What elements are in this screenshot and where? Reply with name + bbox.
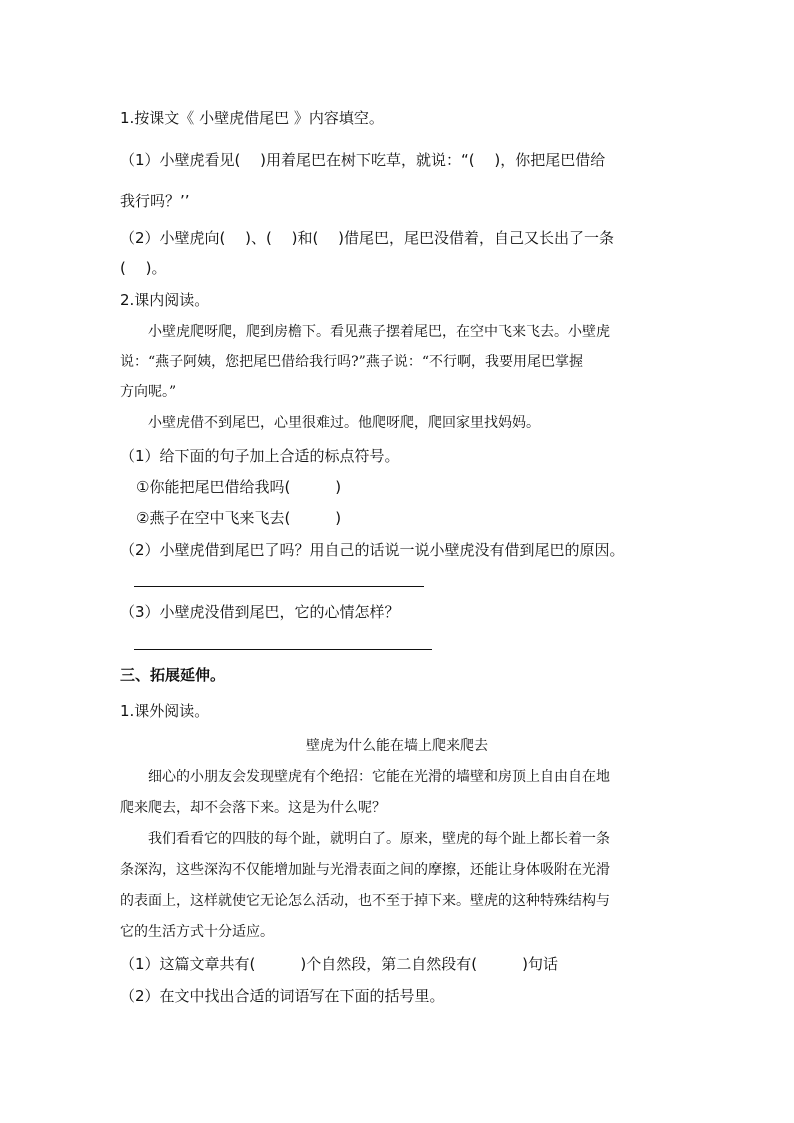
article-paragraph-2-line-2: 条深沟，这些深沟不仅能增加趾与光滑表面之间的摩擦，还能让身体吸附在光滑 xyxy=(120,862,610,878)
extended-question-1-title: 1.课外阅读。 xyxy=(120,702,210,720)
question-1-title: 1.按课文《 小壁虎借尾巴 》内容填空。 xyxy=(120,109,384,127)
question-2-title: 2.课内阅读。 xyxy=(120,291,210,309)
extended-question-1-2: （2）在文中找出合适的词语写在下面的括号里。 xyxy=(120,987,445,1005)
question-2-2: （2）小壁虎借到尾巴了吗？用自己的话说一说小壁虎没有借到尾巴的原因。 xyxy=(120,541,625,559)
article-paragraph-2-line-3: 的表面上，这样就使它无论怎么活动，也不至于掉下来。壁虎的这种特殊结构与 xyxy=(120,893,610,909)
question-1-1-line-1: （1）小壁虎看见( )用着尾巴在树下吃草，就说：“( )，你把尾巴借给 xyxy=(120,151,606,169)
answer-line-2-2[interactable] xyxy=(134,586,424,587)
question-1-2-line-2: ( )。 xyxy=(120,259,167,277)
article-paragraph-2-line-1: 我们看看它的四肢的每个趾，就明白了。原来，壁虎的每个趾上都长着一条 xyxy=(148,831,610,847)
passage-paragraph-1-line-3: 方向呢。” xyxy=(120,384,177,400)
question-2-1: （1）给下面的句子加上合适的标点符号。 xyxy=(120,447,400,465)
passage-paragraph-1-line-2: 说：“燕子阿姨，您把尾巴借给我行吗?”燕子说：“不行啊，我要用尾巴掌握 xyxy=(120,354,583,370)
article-paragraph-1-line-1: 细心的小朋友会发现壁虎有个绝招：它能在光滑的墙壁和房顶上自由自在地 xyxy=(148,769,610,785)
question-1-1-line-2: 我行吗？’’ xyxy=(120,192,190,210)
extended-question-1-1: （1）这篇文章共有( )个自然段，第二自然段有( )句话 xyxy=(120,955,558,973)
question-2-1-sentence-a: ①你能把尾巴借给我吗( ) xyxy=(136,478,342,496)
section-3-heading: 三、拓展延伸。 xyxy=(120,666,226,684)
answer-line-2-3[interactable] xyxy=(134,649,432,650)
question-2-3: （3）小壁虎没借到尾巴，它的心情怎样？ xyxy=(120,603,400,621)
article-paragraph-1-line-2: 爬来爬去，却不会落下来。这是为什么呢？ xyxy=(120,800,386,816)
question-2-1-sentence-b: ②燕子在空中飞来飞去( ) xyxy=(136,509,342,527)
article-paragraph-2-line-4: 它的生活方式十分适应。 xyxy=(120,924,274,940)
question-1-2-line-1: （2）小壁虎向( )、( )和( )借尾巴，尾巴没借着，自己又长出了一条 xyxy=(120,229,614,247)
passage-paragraph-1-line-1: 小壁虎爬呀爬，爬到房檐下。看见燕子摆着尾巴，在空中飞来飞去。小壁虎 xyxy=(148,324,610,340)
passage-paragraph-2: 小壁虎借不到尾巴，心里很难过。他爬呀爬，爬回家里找妈妈。 xyxy=(148,415,540,431)
article-title: 壁虎为什么能在墙上爬来爬去 xyxy=(306,738,488,754)
